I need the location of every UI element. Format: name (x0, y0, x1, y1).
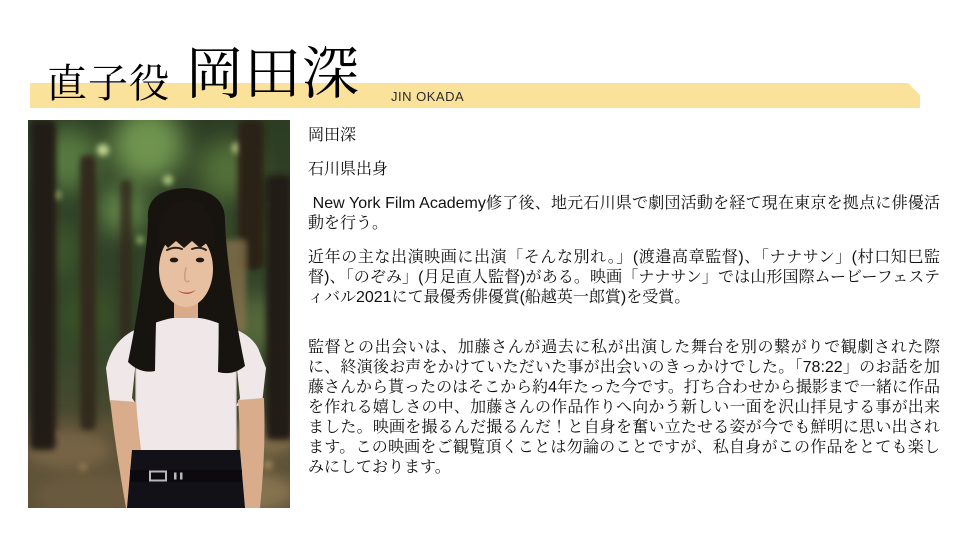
bio-name: 岡田深 (308, 127, 357, 144)
actress-name-romaji: JIN OKADA (391, 89, 465, 104)
bio-hometown: 石川県出身 (308, 161, 389, 178)
actress-name-title: 岡田深 (186, 42, 360, 106)
bio-career: New York Film Academy修了後、地元石川県で劇団活動を経て現在東京を拠点に俳優活動を行う。 (308, 195, 940, 232)
role-label: 直子役 (47, 62, 170, 106)
bio-filmography: 近年の主な出演映画に出演「そんな別れ。」(渡邉高章監督)、「ナナサン」(村口知巳監督)、「のぞみ」(月足直人監督)がある。映画「ナナサン」では山形国際ムービーフェスティバル2021にて最優秀俳優賞(船越英一郎賞)を受賞。 (308, 249, 940, 306)
actress-photo (28, 120, 290, 508)
bio-comment: 監督との出会いは、加藤さんが過去に私が出演した舞台を別の繋がりで観劇された際に、終演後お声をかけていただいた事が出会いのきっかけでした。「78:22」のお話を加藤さんから貰ったのはそこから約4年たった今です。打ち合わせから撮影まで一緒に作品を作れる嬉しさの中、加藤さんの作品作りへ向かう新しい一面を沢山拝見する事が出来ました。映画を撮るんだ撮るんだ！と自身を奮い立たせる姿が今でも鮮明に思い出されます。この映画をご観覧頂くことは勿論のことですが、私自身がこの作品をとても楽しみにしております。 (308, 339, 940, 476)
bio-text-column (308, 120, 940, 492)
